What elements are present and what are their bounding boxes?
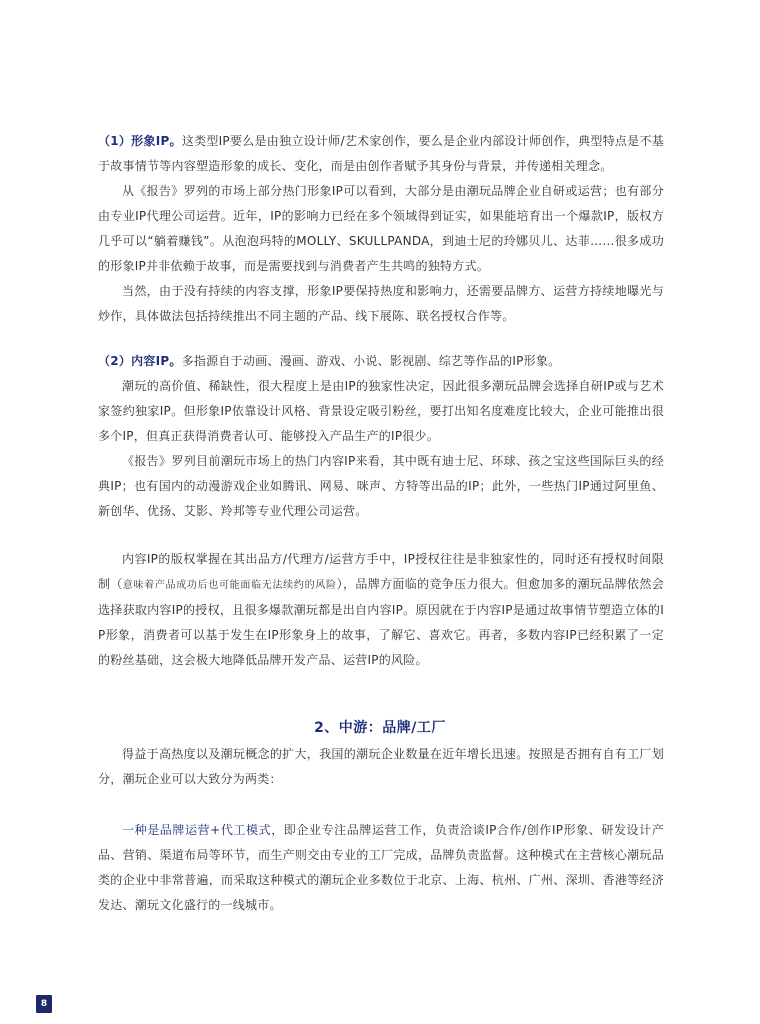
paragraph-image-ip-promotion: 当然，由于没有持续的内容支撑，形象IP要保持热度和影响力，还需要品牌方、运营方持续地曝光与炒作，具体做法包括持续推出不同主题的产品、线下展陈、联名授权合作等。 — [98, 284, 664, 323]
section-content-ip — [98, 349, 664, 524]
license-text-b: ），品牌方面临的竞争压力很大。但愈加多的潮玩品牌依然会选择获取内容IP的授权，且很多爆款潮玩都是出自内容IP。原因就在于内容IP是通过故事情节塑造立体的IP形象，消费者可以基于发生在IP形象身上的故事，了解它、喜欢它。再者，多数内容IP已经积累了一定的粉丝基础，这会极大地降低品牌开发产品、运营IP的风险。 — [98, 577, 664, 667]
content-ip-definition-text: 多指源自于动画、漫画、游戏、小说、影视剧、综艺等作品的IP形象。 — [181, 354, 561, 368]
section-midstream-intro — [98, 742, 664, 792]
paragraph-image-ip-market: 从《报告》罗列的市场上部分热门形象IP可以看到，大部分是由潮玩品牌企业自研或运营；也有部分由专业IP代理公司运营。近年，IP的影响力已经在多个领域得到证实，如果能培育出一个爆款IP，版权方几乎可以“躺着赚钱”。从泡泡玛特的MOLLY、SKULLPANDA，到迪士尼的玲娜贝儿、达菲……很多成功的形象IP并非依赖于故事，而是需要找到与消费者产生共鸣的独特方式。 — [98, 184, 664, 273]
brand-oem-model-lead: 一种是品牌运营+代工模式 — [122, 823, 272, 837]
paragraph-midstream-intro: 得益于高热度以及潮玩概念的扩大，我国的潮玩企业数量在近年增长迅速。按照是否拥有自有工厂划分，潮玩企业可以大致分为两类： — [98, 747, 664, 786]
paragraph-image-ip-definition — [98, 129, 664, 179]
license-text-a: 内容IP的版权掌握在其出品方/代理方/运营方手中，IP授权往往是非独家性的，同时还有授权时间限制（ — [98, 552, 664, 591]
section-content-ip-license — [98, 547, 664, 673]
image-ip-heading: （1）形象IP。 — [98, 134, 182, 148]
paragraph-content-ip-license — [98, 547, 664, 673]
paragraph-content-ip-market: 《报告》罗列目前潮玩市场上的热门内容IP来看，其中既有迪士尼、环球、孩之宝这些国际巨头的经典IP；也有国内的动漫游戏企业如腾讯、网易、咪声、方特等出品的IP；此外，一些热门IP通过阿里鱼、新创华、优扬、艾影、羚邦等专业代理公司运营。 — [98, 454, 664, 518]
content-ip-heading: （2）内容IP。 — [98, 354, 182, 368]
section-brand-oem-model — [98, 818, 664, 918]
paragraph-brand-oem-model — [98, 818, 664, 918]
paragraph-content-ip-definition — [98, 349, 664, 374]
page-number-badge: 8 — [36, 995, 52, 1013]
image-ip-definition-text: 这类型IP要么是由独立设计师/艺术家创作，要么是企业内部设计师创作，典型特点是不基于故事情节等内容塑造形象的成长、变化，而是由创作者赋予其身份与背景，并传递相关理念。 — [98, 134, 664, 173]
paragraph-content-ip-value: 潮玩的高价值、稀缺性，很大程度上是由IP的独家性决定，因此很多潮玩品牌会选择自研IP或与艺术家签约独家IP。但形象IP依靠设计风格、背景设定吸引粉丝，要打出知名度难度比较大，企业可能推出很多个IP，但真正获得消费者认可、能够投入产品生产的IP很少。 — [98, 379, 664, 443]
brand-oem-model-text: ，即企业专注品牌运营工作，负责洽谈IP合作/创作IP形象、研发设计产品、营销、渠道布局等环节，而生产则交由专业的工厂完成，品牌负责监督。这种模式在主营核心潮玩品类的企业中非常普遍，而采取这种模式的潮玩企业多数位于北京、上海、杭州、广州、深圳、香港等经济发达、潮玩文化盛行的一线城市。 — [98, 823, 664, 912]
section-image-ip — [98, 129, 664, 329]
midstream-section-title: 2、中游：品牌/工厂 — [314, 720, 446, 736]
license-risk-note: 意味着产品成功后也可能面临无法续约的风险 — [122, 580, 337, 591]
